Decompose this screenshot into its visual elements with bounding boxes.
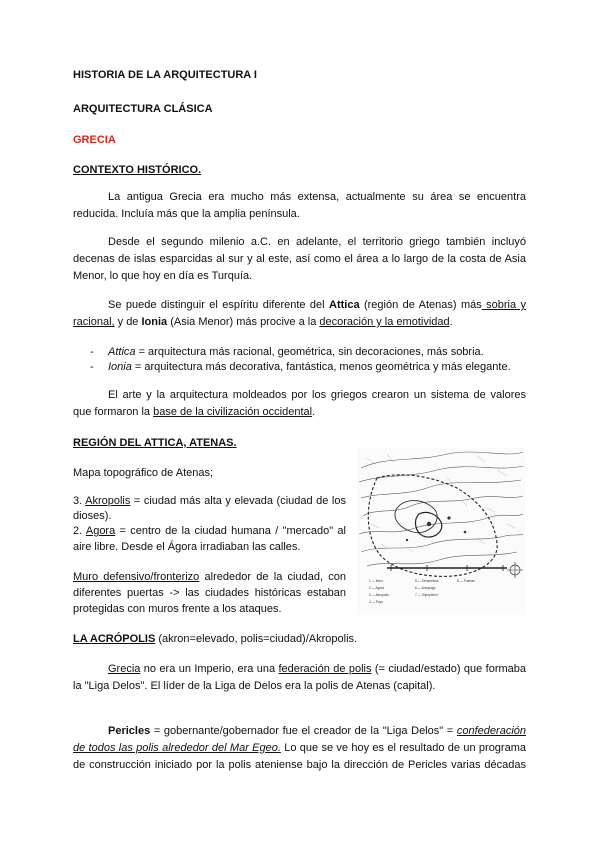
bullet-item bbox=[108, 358, 511, 377]
underlined-text: Agora bbox=[85, 525, 116, 537]
heading-region: REGIÓN DEL ATTICA, ATENAS. bbox=[73, 437, 237, 449]
underlined-text: Akropolis bbox=[85, 495, 131, 507]
underlined-text: Grecia bbox=[108, 663, 141, 675]
map-legend-6: 6 — Areopago bbox=[415, 586, 436, 590]
subsection-title: GRECIA bbox=[73, 134, 116, 146]
heading-acropolis bbox=[73, 630, 357, 649]
underlined-text: de todos las polis alrededor del Mar Egeo. bbox=[73, 742, 281, 754]
text-span: (akron=elevado, polis=ciudad)/Akropolis. bbox=[155, 633, 358, 645]
paragraph-line: aire libre. Desde el Ágora irradiaban las calles. bbox=[73, 541, 301, 553]
paragraph-line: diferentes puertas -> las ciudades históricas estaban bbox=[73, 587, 346, 599]
paragraph-line bbox=[73, 492, 346, 511]
bullet-term: Ionia bbox=[108, 361, 132, 373]
acropolis-title: LA ACRÓPOLIS bbox=[73, 633, 156, 645]
map-legend-2: 2 — Agora bbox=[369, 586, 385, 590]
paragraph-line: La antigua Grecia era mucho más extensa, actualmente su área se encuentra bbox=[108, 191, 526, 203]
text-span: = arquitectura más racional, geométrica, sin decoraciones, más sobria. bbox=[135, 346, 484, 358]
course-title: HISTORIA DE LA ARQUITECTURA I bbox=[73, 69, 257, 81]
term-attica: Attica bbox=[329, 299, 360, 311]
text-span: Lo que se ve hoy es el resultado de un programa bbox=[280, 742, 526, 754]
map-drawing bbox=[357, 448, 525, 615]
paragraph-line: reducida. Incluía más que la amplia península. bbox=[73, 208, 300, 220]
text-span: . bbox=[449, 316, 453, 328]
underlined-text: racional, bbox=[73, 316, 115, 328]
bullet-dash: - bbox=[90, 346, 94, 358]
athens-topographic-map bbox=[356, 447, 526, 616]
map-legend-1: 1 — Muro bbox=[369, 579, 383, 583]
text-span: Se puede distinguir el espíritu diferente del bbox=[108, 299, 329, 311]
text-span: 3. bbox=[73, 495, 86, 507]
bullet-term: Attica bbox=[108, 346, 136, 358]
text-span: (Asia Menor) más procive a la bbox=[167, 316, 320, 328]
text-span: = arquitectura más decorativa, fantástica, menos geométrica y más elegante. bbox=[131, 361, 511, 373]
text-span: y de bbox=[114, 316, 142, 328]
underlined-text: sobria y bbox=[481, 299, 526, 311]
paragraph-line bbox=[73, 313, 453, 332]
map-legend-8: 8 — Puertas bbox=[457, 579, 475, 583]
paragraph-line: Mapa topográfico de Atenas; bbox=[73, 467, 214, 479]
text-span: . bbox=[312, 406, 316, 418]
heading-contexto: CONTEXTO HISTÓRICO. bbox=[73, 164, 202, 176]
paragraph-line: protegidas con muros frente a los ataques. bbox=[73, 603, 282, 615]
underlined-text: decoración y la emotividad bbox=[319, 316, 450, 328]
section-title: ARQUITECTURA CLÁSICA bbox=[73, 103, 213, 115]
text-span: = centro de la ciudad humana / "mercado" al bbox=[115, 525, 346, 537]
paragraph-line: Menor, lo que hoy en día es Turquía. bbox=[73, 270, 253, 282]
text-span: no era un Imperio, era una bbox=[140, 663, 279, 675]
text-span: = gobernante/gobernador fue el creador de la "Liga Delos" = bbox=[150, 725, 457, 737]
paragraph-line bbox=[73, 403, 315, 422]
map-legend-4: 4 — Pnyx bbox=[369, 600, 383, 604]
paragraph-line: Desde el segundo milenio a.C. en adelante, el territorio griego también incluyó bbox=[108, 236, 526, 248]
paragraph-line: de construcción iniciado por la polis ateniense bajo la dirección de Pericles varias décadas bbox=[73, 759, 526, 771]
term-pericles: Pericles bbox=[108, 725, 151, 737]
text-span: (región de Atenas) más bbox=[359, 299, 482, 311]
underlined-text: federación de polis bbox=[278, 663, 372, 675]
paragraph-line: la "Liga Delos". El líder de la Liga de Delos era la polis de Atenas (capital). bbox=[73, 680, 436, 692]
paragraph-line: El arte y la arquitectura moldeados por los griegos crearon un sistema de valores bbox=[108, 389, 526, 401]
text-span: alrededor de la ciudad, con bbox=[199, 571, 346, 583]
paragraph-line: decenas de islas esparcidas al sur y al este, así como el área a lo largo de la costa de Asia bbox=[73, 253, 526, 265]
bullet-dash: - bbox=[90, 361, 94, 373]
text-span: (= ciudad/estado) que formaba bbox=[371, 663, 527, 675]
text-span: = ciudad más alta y elevada (ciudad de los bbox=[130, 495, 346, 507]
text-span: 2. bbox=[73, 525, 86, 537]
underlined-text: base de la civilización occidental bbox=[153, 406, 313, 418]
underlined-text: Muro defensivo/fronterizo bbox=[73, 571, 200, 583]
text-span: que formaron la bbox=[73, 406, 154, 418]
paragraph-line: dioses). bbox=[73, 510, 112, 522]
term-ionia: Ionia bbox=[141, 316, 168, 328]
map-legend-5: 5 — Kerameikos bbox=[415, 579, 439, 583]
map-legend-3: 3 — Akropolis bbox=[369, 593, 389, 597]
map-legend-7: 7 — Olympieion bbox=[415, 593, 438, 597]
underlined-text: confederación bbox=[456, 725, 526, 737]
